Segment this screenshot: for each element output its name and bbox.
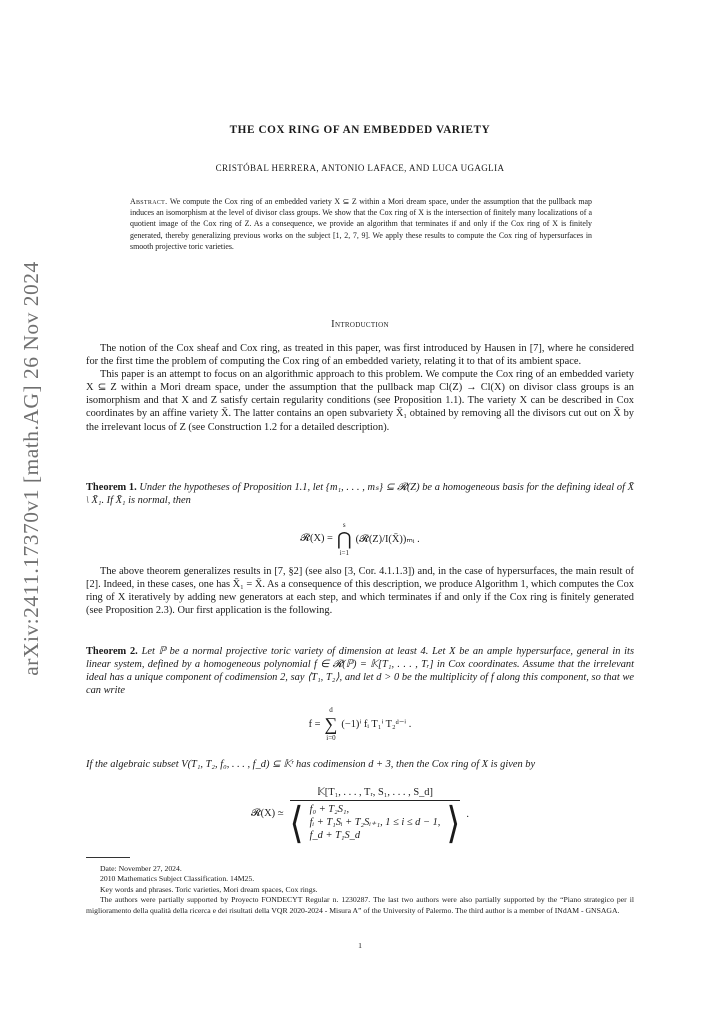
theorem-2-statement: Let ℙ be a normal projective toric variety of dimension at least 4. Let X be an ample hypersurface, general in its linear system, defined by a homogeneous polynomial f ∈ 𝓡(ℙ) = 𝕂[T₁, . . . , Tᵣ] in Cox coordinates. Assume that the irrelevant ideal has a unique component of codimension 2, say ⟨T₁, T₂⟩, and let d > 0 be the multiplicity of f along this component, so that we can write xyxy=(86,646,634,697)
formula-2-lhs: f = xyxy=(308,718,321,730)
cox-ring-formula xyxy=(0,786,720,847)
cox-denominator xyxy=(289,798,461,847)
intro-body xyxy=(86,342,634,434)
abstract-label: Abstract. xyxy=(130,197,168,206)
cox-numerator: 𝕂[T₁, . . . , Tᵣ, S₁, . . . , S_d] xyxy=(316,787,433,798)
footnotes xyxy=(86,864,634,916)
paper-title: THE COX RING OF AN EMBEDDED VARIETY xyxy=(229,124,491,136)
theorem-2-continuation: If the algebraic subset V(T₁, T₂, f₀, . . . , f_d) ⊆ 𝕂ʳ has codimension d + 3, then the Cox ring of X is given by xyxy=(86,759,536,770)
formula-1-lower-limit: i=1 xyxy=(339,549,349,557)
cox-relation-2: fᵢ + T₁Sᵢ + T₂Sᵢ₊₁, 1 ≤ i ≤ d − 1, xyxy=(309,817,441,828)
paper-authors: CRISTÓBAL HERRERA, ANTONIO LAFACE, AND LUCA UGAGLIA xyxy=(215,163,505,173)
cox-fraction xyxy=(289,786,461,847)
section-heading-introduction: Introduction xyxy=(331,319,389,330)
cox-relation-3: f_d + T₁S_d xyxy=(309,830,361,841)
theorem-1-label: Theorem 1. xyxy=(86,482,137,493)
formula-2-lower-limit: i=0 xyxy=(326,734,336,742)
footnote-divider xyxy=(86,857,130,858)
formula-2-upper-limit: d xyxy=(329,706,333,714)
big-intersection xyxy=(337,520,352,558)
big-sum xyxy=(325,705,338,743)
formula-2-operator: ∑ xyxy=(324,714,338,734)
left-angle-bracket: ⟨ xyxy=(289,798,304,847)
intro-paragraph-2: This paper is an attempt to focus on an algorithmic approach to this problem. We compute the Cox ring of an embedded variety X ⊆ Z within a Mori dream space, under the assumption that the pullback map Cl(Z) → Cl(X) on divisor class groups is an isomorphism and that X and Z satisfy certain regularity conditions (see Proposition 1.1). The variety X can be described in Cox coordinates by an affine variety X̄. The latter contains an open subvariety X̄₁ obtained by removing all the divisors cut out on X̄ by the irrelevant locus of Z (see Construction 1.2 for a detailed description). xyxy=(86,369,634,433)
page-number: 1 xyxy=(358,941,362,950)
footnote-date: Date: November 27, 2024. xyxy=(100,864,182,873)
formula-1-lhs: 𝓡(X) = xyxy=(300,533,333,544)
theorem-1-statement: Under the hypotheses of Proposition 1.1, let {m₁, . . . , mₛ} ⊆ 𝓡(Z) be a homogeneous basis for the defining ideal of X̄ \ X̄₁. If X̄₁ is normal, then xyxy=(86,482,634,507)
theorem-2-label: Theorem 2. xyxy=(86,646,138,657)
cox-period: . xyxy=(466,808,470,820)
abstract xyxy=(130,196,592,252)
intro-paragraph-1: The notion of the Cox sheaf and Cox ring, as treated in this paper, was first introduced by Hausen in [7], where he considered for the first time the problem of computing the Cox ring of an embedded variety, relating it to that of its ambient space. xyxy=(86,343,634,368)
arxiv-identifier[interactable]: arXiv:2411.17370v1 [math.AG] 26 Nov 2024 xyxy=(18,260,43,676)
footnote-keywords: Key words and phrases. Toric varieties, Mori dream spaces, Cox rings. xyxy=(100,884,318,894)
cox-relation-1: f₀ + T₂S₁, xyxy=(309,804,350,815)
right-angle-bracket: ⟩ xyxy=(446,798,461,847)
paragraph-after-theorem-1: The above theorem generalizes results in [7, §2] (see also [3, Cor. 4.1.1.3]) and, in the case of hypersurfaces, the main result of [2]. Indeed, in these cases, one has X̄₁ = X̄. As a consequence of this description, we produce Algorithm 1, which computes the Cox ring of X iteratively by adding new generators at each step, and which terminates if and only if the Cox ring is finitely generated (see Proposition 2.3). Our first application is the following. xyxy=(86,566,634,617)
formula-1-operator: ⋂ xyxy=(336,529,352,549)
theorem-2 xyxy=(86,645,634,697)
abstract-text: We compute the Cox ring of an embedded variety X ⊆ Z within a Mori dream space, under the assumption that the pullback map induces an isomorphism at the level of divisor class groups. We show that the Cox ring of X is the intersection of finitely many localizations of a quotient image of the Cox ring of Z. As a consequence, we provide an algorithm that terminates if and only if the Cox ring of X is finitely generated, thereby generalizing previous works on the subject [1, 2, 7, 9]. We apply these results to compute the Cox ring of hypersurfaces in smooth projective toric varieties. xyxy=(130,197,592,251)
formula-1-upper-limit: s xyxy=(342,521,346,529)
formula-2-rhs: (−1)ⁱ fᵢ T₁ⁱ T₂ᵈ⁻ⁱ . xyxy=(341,719,412,730)
cox-lhs: 𝓡(X) ≃ xyxy=(250,808,284,819)
theorem-1 xyxy=(86,481,634,507)
theorem-1-formula xyxy=(0,520,720,558)
theorem-2-formula xyxy=(0,705,720,743)
footnote-support: The authors were partially supported by Proyecto FONDECYT Regular n. 1230287. The last two authors were also partially supported by the “Piano strategico per il miglioramento della qualità della ricerca e dei risultati della VQR 2020-2024 - Misura A” of the University of Palermo. The third author is a member of INdAM - GNSAGA. xyxy=(86,895,634,915)
formula-1-rhs: (𝓡(Z)/I(X̄))ₘᵢ . xyxy=(355,533,420,545)
footnote-msc: 2010 Mathematics Subject Classification. 14M25. xyxy=(100,874,255,884)
